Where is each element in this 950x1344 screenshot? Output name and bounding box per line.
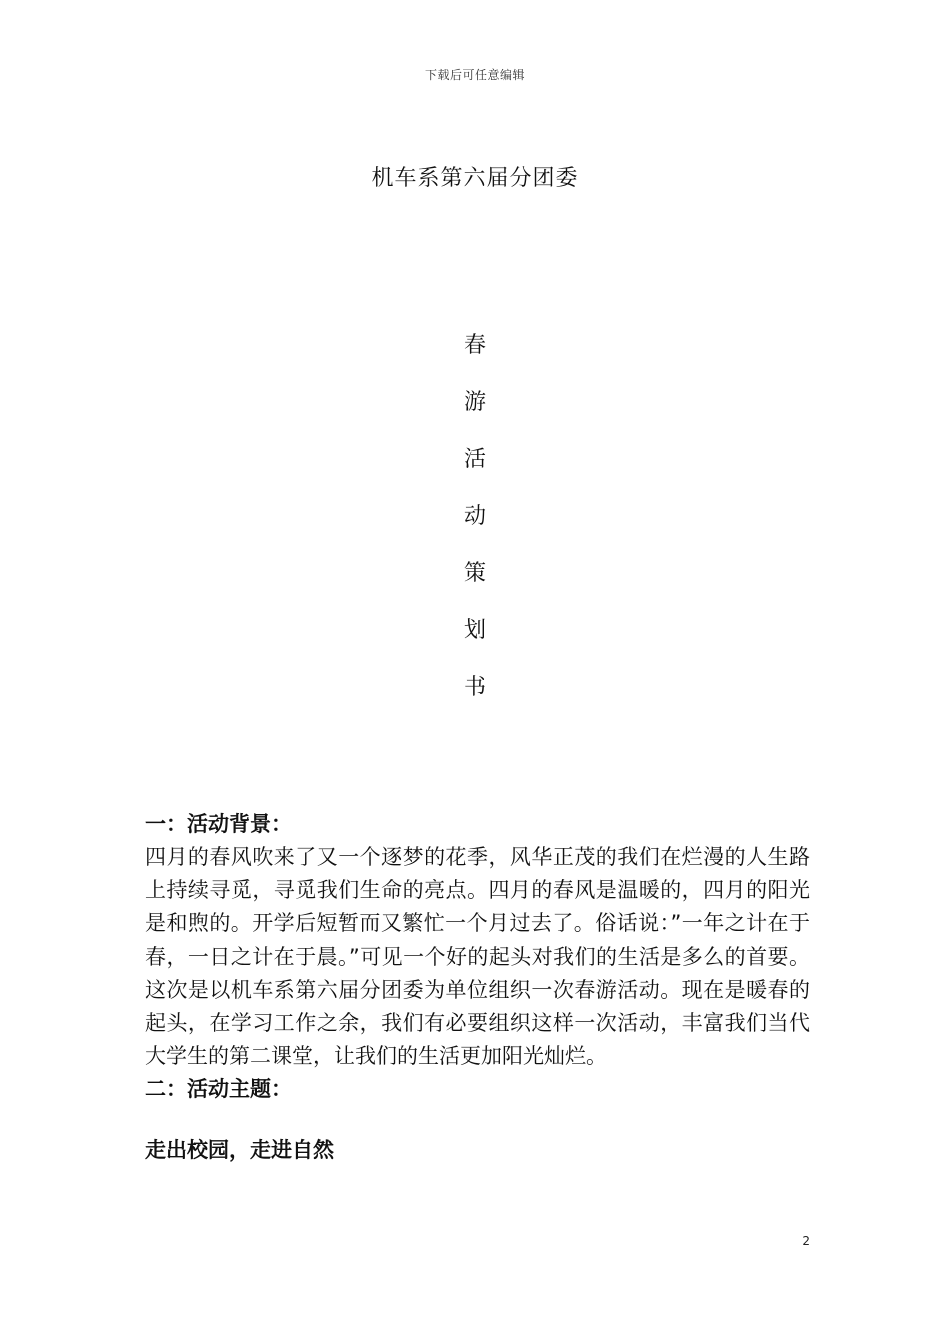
vertical-title-char: 游 — [463, 390, 486, 415]
document-title: 机车系第六届分团委 — [371, 165, 579, 191]
theme-text: 走出校园，走进自然 — [145, 1138, 334, 1163]
vertical-title-char: 书 — [463, 675, 486, 700]
document-body — [145, 808, 810, 1167]
vertical-title-char: 划 — [463, 618, 486, 643]
vertical-title-char: 春 — [463, 333, 486, 358]
vertical-title — [452, 330, 498, 729]
vertical-title-char: 动 — [463, 504, 486, 529]
vertical-title-char: 活 — [463, 447, 486, 472]
section-heading-theme: 二：活动主题： — [145, 1077, 292, 1102]
header-note: 下载后可任意编辑 — [424, 68, 525, 82]
page-number: 2 — [802, 1234, 810, 1248]
background-paragraph: 四月的春风吹来了又一个逐梦的花季，风华正茂的我们在烂漫的人生路上持续寻觅，寻觅我们生命的亮点。四月的春风是温暖的，四月的阳光是和煦的。开学后短暂而又繁忙一个月过去了。俗话说：”一年之计在于春，一日之计在于晨。”可见一个好的起头对我们的生活是多么的首要。这次是以机车系第六届分团委为单位组织一次春游活动。现在是暖春的起头，在学习工作之余，我们有必要组织这样一次活动，丰富我们当代大学生的第二课堂，让我们的生活更加阳光灿烂。 — [145, 845, 810, 1069]
vertical-title-char: 策 — [463, 561, 486, 586]
section-heading-background: 一：活动背景： — [145, 812, 292, 836]
